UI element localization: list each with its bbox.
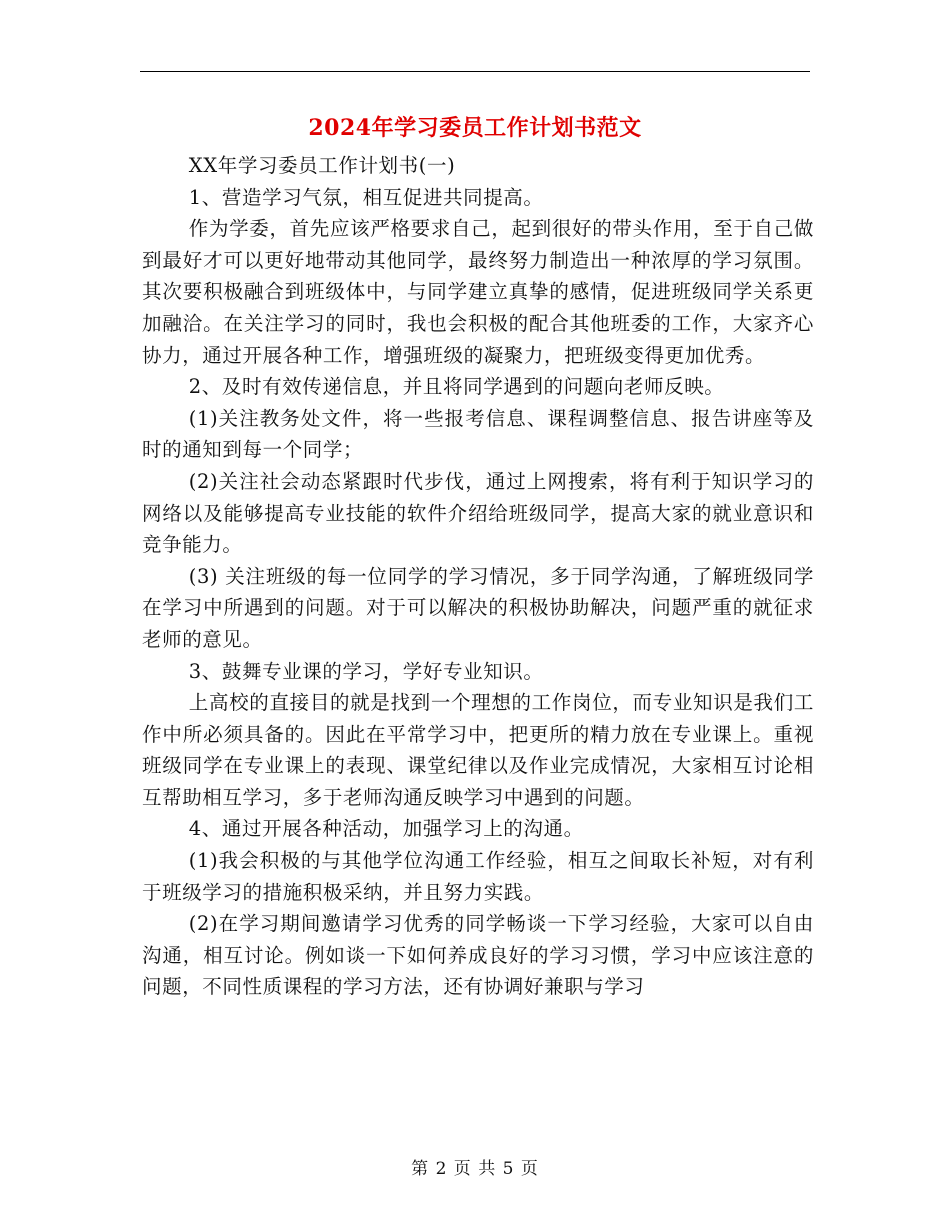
- paragraph: (3) 关注班级的每一位同学的学习情况，多于同学沟通，了解班级同学在学习中所遇到的问题。对于可以解决的积极协助解决，问题严重的就征求老师的意见。: [142, 564, 814, 651]
- paragraph: (2)关注社会动态紧跟时代步伐，通过上网搜索，将有利于知识学习的网络以及能够提高专业技能的软件介绍给班级同学，提高大家的就业意识和竞争能力。: [142, 469, 814, 557]
- header-rule: [140, 71, 810, 72]
- paragraph-heading-4: 4、通过开展各种活动，加强学习上的沟通。: [188, 817, 584, 841]
- document-body: [142, 150, 814, 1003]
- paragraph-heading-3: 3、鼓舞专业课的学习，学好专业知识。: [188, 659, 544, 683]
- document-title: 2024年学习委员工作计划书范文: [308, 115, 642, 141]
- paragraph: (1)我会积极的与其他学位沟通工作经验，相互之间取长补短，对有利于班级学习的措施积极采纳，并且努力实践。: [142, 849, 814, 904]
- paragraph: (1)关注教务处文件，将一些报考信息、课程调整信息、报告讲座等及时的通知到每一个同学；: [142, 406, 814, 462]
- paragraph-heading-1: 1、营造学习气氛，相互促进共同提高。: [188, 185, 544, 209]
- page-number: 第 2 页 共 5 页: [411, 1159, 539, 1179]
- paragraph-subtitle: XX年学习委员工作计划书(一): [188, 154, 456, 177]
- paragraph: 上高校的直接目的就是找到一个理想的工作岗位，而专业知识是我们工作中所必须具备的。因此在平常学习中，把更所的精力放在专业课上。重视班级同学在专业课上的表现、课堂纪律以及作业完成情况，大家相互讨论相互帮助相互学习，多于老师沟通反映学习中遇到的问题。: [142, 691, 814, 809]
- paragraph-heading-2: 2、及时有效传递信息，并且将同学遇到的问题向老师反映。: [188, 375, 725, 399]
- paragraph: 作为学委，首先应该严格要求自己，起到很好的带头作用，至于自己做到最好才可以更好地带动其他同学，最终努力制造出一种浓厚的学习氛围。其次要积极融合到班级体中，与同学建立真挚的感情，促进班级同学关系更加融洽。在关注学习的同时，我也会积极的配合其他班委的工作，大家齐心协力，通过开展各种工作，增强班级的凝聚力，把班级变得更加优秀。: [142, 217, 814, 367]
- paragraph: (2)在学习期间邀请学习优秀的同学畅谈一下学习经验，大家可以自由沟通，相互讨论。例如谈一下如何养成良好的学习习惯，学习中应该注意的问题，不同性质课程的学习方法，还有协调好兼职与学习: [142, 912, 814, 999]
